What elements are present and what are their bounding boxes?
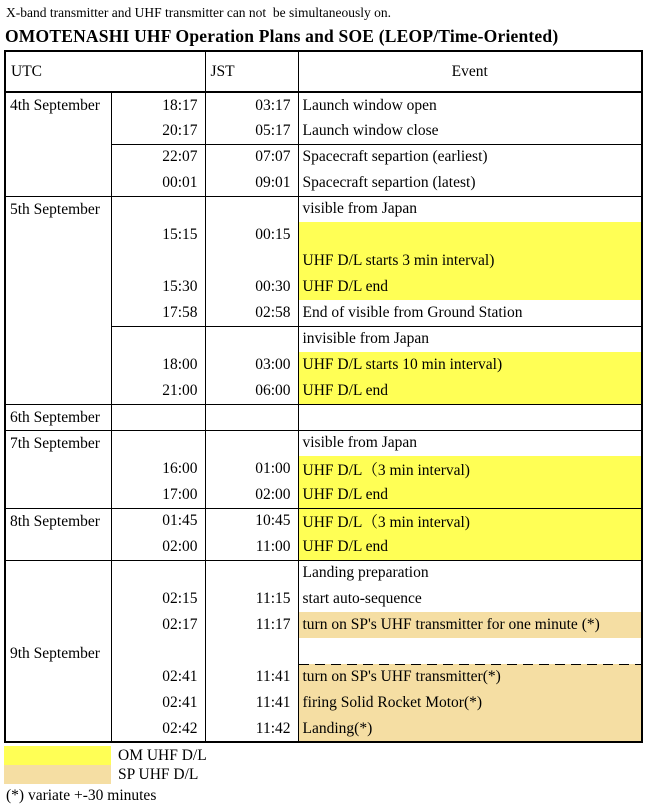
event-cell: turn on SP's UHF transmitter(*) bbox=[298, 664, 642, 690]
footnote: (*) variate +-30 minutes bbox=[6, 787, 157, 804]
event-cell: UHF D/L starts 10 min interval) bbox=[298, 352, 642, 378]
event-cell: UHF D/L end bbox=[298, 274, 642, 300]
top-note: X-band transmitter and UHF transmitter can not be simultaneously on. bbox=[6, 5, 392, 20]
utc-time-cell: 16:00 bbox=[111, 456, 205, 482]
col-header-jst: JST bbox=[205, 51, 298, 92]
jst-time-cell: 05:17 bbox=[205, 118, 298, 144]
utc-time-cell: 02:00 bbox=[111, 534, 205, 560]
event-cell: visible from Japan bbox=[298, 196, 642, 222]
jst-time-cell: 00:30 bbox=[205, 274, 298, 300]
soe-table bbox=[4, 50, 643, 743]
event-cell: UHF D/L（3 min interval) bbox=[298, 456, 642, 482]
event-cell: turn on SP's UHF transmitter for one minute (*) bbox=[298, 612, 642, 638]
date-cell bbox=[5, 560, 111, 742]
legend-label-sp: SP UHF D/L bbox=[118, 766, 199, 783]
event-cell: UHF D/L starts 3 min interval) bbox=[298, 248, 642, 274]
event-cell: Landing(*) bbox=[298, 716, 642, 742]
event-cell: Launch window close bbox=[298, 118, 642, 144]
jst-time-cell bbox=[205, 404, 298, 430]
date-label: 7th September bbox=[10, 434, 100, 452]
table-row bbox=[5, 92, 642, 118]
legend-item-om bbox=[4, 746, 641, 765]
event-cell: UHF D/L（3 min interval) bbox=[298, 508, 642, 534]
date-label: 9th September bbox=[10, 644, 100, 662]
utc-time-cell: 02:41 bbox=[111, 690, 205, 716]
jst-time-cell bbox=[205, 430, 298, 456]
jst-time-cell: 01:00 bbox=[205, 456, 298, 482]
jst-time-cell: 00:15 bbox=[205, 222, 298, 248]
jst-time-cell: 02:00 bbox=[205, 482, 298, 508]
date-cell bbox=[5, 430, 111, 508]
legend bbox=[4, 746, 641, 784]
col-header-utc: UTC bbox=[5, 51, 205, 92]
sp-highlight-swatch bbox=[4, 765, 111, 784]
jst-time-cell: 11:00 bbox=[205, 534, 298, 560]
event-cell: UHF D/L end bbox=[298, 482, 642, 508]
jst-time-cell: 09:01 bbox=[205, 170, 298, 196]
date-cell bbox=[5, 196, 111, 404]
utc-time-cell: 15:30 bbox=[111, 274, 205, 300]
event-cell: End of visible from Ground Station bbox=[298, 300, 642, 326]
utc-time-cell bbox=[111, 560, 205, 586]
om-highlight-swatch bbox=[4, 746, 111, 765]
table-row bbox=[5, 196, 642, 222]
utc-time-cell bbox=[111, 430, 205, 456]
jst-time-cell: 11:41 bbox=[205, 690, 298, 716]
jst-time-cell: 02:58 bbox=[205, 300, 298, 326]
jst-time-cell bbox=[205, 560, 298, 586]
jst-time-cell: 03:17 bbox=[205, 92, 298, 118]
table-row bbox=[5, 430, 642, 456]
utc-time-cell: 15:15 bbox=[111, 222, 205, 248]
event-cell: Spacecraft separtion (latest) bbox=[298, 170, 642, 196]
event-cell: Landing preparation bbox=[298, 560, 642, 586]
table-row bbox=[5, 404, 642, 430]
jst-time-cell bbox=[205, 326, 298, 352]
utc-time-cell: 02:17 bbox=[111, 612, 205, 638]
table-row bbox=[5, 508, 642, 534]
jst-time-cell: 10:45 bbox=[205, 508, 298, 534]
jst-time-cell bbox=[205, 248, 298, 274]
jst-time-cell: 11:42 bbox=[205, 716, 298, 742]
jst-time-cell bbox=[205, 196, 298, 222]
jst-time-cell: 11:41 bbox=[205, 664, 298, 690]
date-label: 5th September bbox=[10, 200, 100, 218]
date-cell bbox=[5, 92, 111, 196]
date-label: 6th September bbox=[10, 408, 100, 426]
event-cell bbox=[298, 638, 642, 664]
utc-time-cell: 17:58 bbox=[111, 300, 205, 326]
event-cell bbox=[298, 222, 642, 248]
utc-time-cell: 21:00 bbox=[111, 378, 205, 404]
utc-time-cell: 01:45 bbox=[111, 508, 205, 534]
date-label: 4th September bbox=[10, 97, 100, 114]
jst-time-cell: 07:07 bbox=[205, 144, 298, 170]
utc-time-cell bbox=[111, 326, 205, 352]
jst-time-cell: 06:00 bbox=[205, 378, 298, 404]
event-cell: invisible from Japan bbox=[298, 326, 642, 352]
event-cell: Spacecraft separtion (earliest) bbox=[298, 144, 642, 170]
event-cell bbox=[298, 404, 642, 430]
jst-time-cell: 11:15 bbox=[205, 586, 298, 612]
event-cell: firing Solid Rocket Motor(*) bbox=[298, 690, 642, 716]
utc-time-cell: 22:07 bbox=[111, 144, 205, 170]
event-cell: visible from Japan bbox=[298, 430, 642, 456]
legend-label-om: OM UHF D/L bbox=[118, 747, 207, 764]
col-header-event: Event bbox=[298, 51, 642, 92]
utc-time-cell: 02:41 bbox=[111, 664, 205, 690]
utc-time-cell bbox=[111, 404, 205, 430]
table-row bbox=[5, 560, 642, 586]
jst-time-cell: 03:00 bbox=[205, 352, 298, 378]
jst-time-cell: 11:17 bbox=[205, 612, 298, 638]
legend-item-sp bbox=[4, 765, 641, 784]
date-cell bbox=[5, 404, 111, 430]
utc-time-cell: 18:00 bbox=[111, 352, 205, 378]
utc-time-cell bbox=[111, 196, 205, 222]
utc-time-cell bbox=[111, 638, 205, 664]
utc-time-cell: 02:42 bbox=[111, 716, 205, 742]
event-cell: UHF D/L end bbox=[298, 534, 642, 560]
date-label: 8th September bbox=[10, 512, 100, 530]
header-row bbox=[5, 51, 642, 92]
utc-time-cell: 00:01 bbox=[111, 170, 205, 196]
utc-time-cell: 17:00 bbox=[111, 482, 205, 508]
page-title: OMOTENASHI UHF Operation Plans and SOE (LEOP/Time-Oriented) bbox=[5, 26, 559, 46]
date-cell bbox=[5, 508, 111, 560]
utc-time-cell: 18:17 bbox=[111, 92, 205, 118]
utc-time-cell bbox=[111, 248, 205, 274]
event-cell: UHF D/L end bbox=[298, 378, 642, 404]
jst-time-cell bbox=[205, 638, 298, 664]
utc-time-cell: 02:15 bbox=[111, 586, 205, 612]
event-cell: Launch window open bbox=[298, 92, 642, 118]
event-cell: start auto-sequence bbox=[298, 586, 642, 612]
utc-time-cell: 20:17 bbox=[111, 118, 205, 144]
